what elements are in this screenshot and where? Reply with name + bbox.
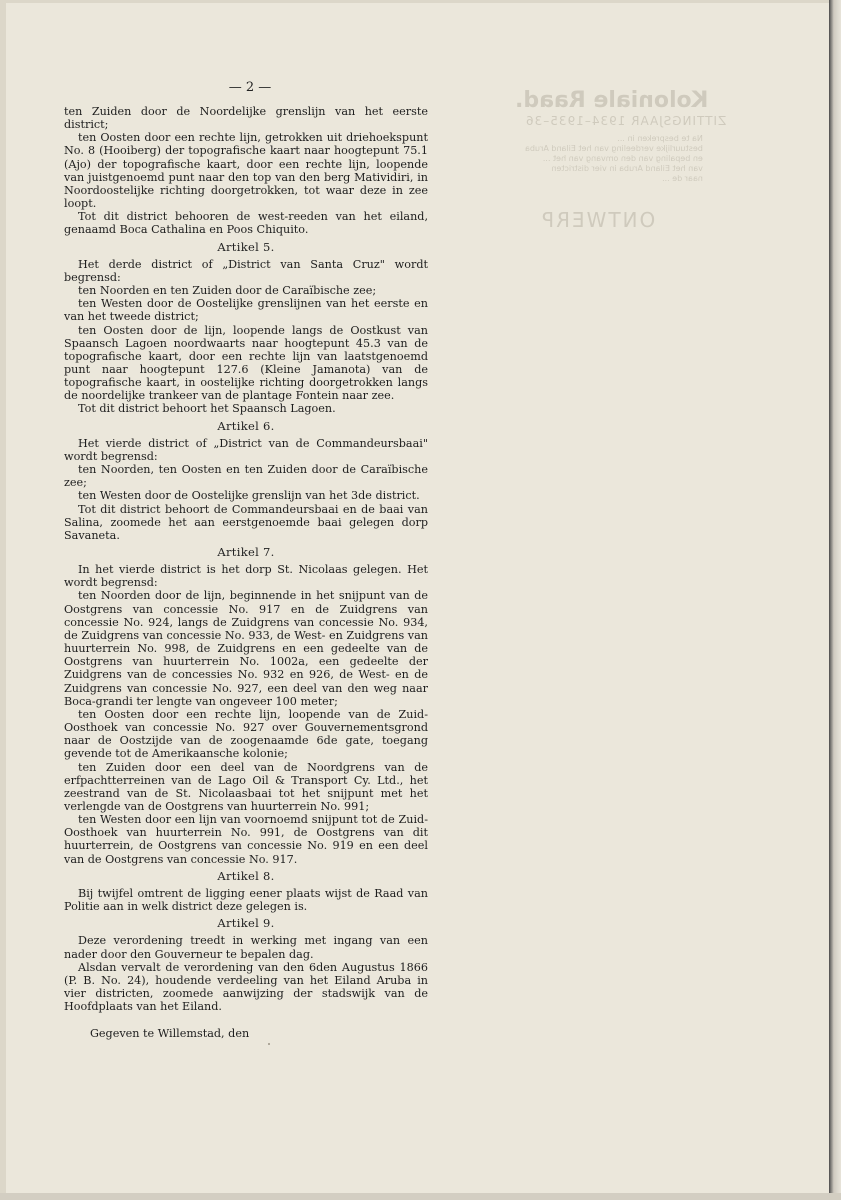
paragraph: Het vierde district of „District van de Commandeursbaai" wordt begrensd: [64,436,428,463]
paragraph: ten Zuiden door een deel van de Noordgrens van de erfpachtterreinen van de Lago Oil & Transport Cy. Ltd., het zeestrand van de St. Nicolaasbaai tot het snijpunt met het verlengde van de Oostgrens van huurterrein No. 991; [64,760,428,813]
paragraph: ten Oosten door een rechte lijn, getrokken uit driehoekspunt No. 8 (Hooiberg) der topografische kaart naar hoogtepunt 75.1 (Ajo) der topografische kaart, door een rechte lijn, loopende van juistgenoemd punt naar den top van den berg Matividiri, in Noordoostelijke richting doorgetrokken, tot waar deze in zee loopt. [64,131,428,211]
bleed-through-draft: ONTWERP [540,208,656,232]
paragraph: Bij twijfel omtrent de ligging eener plaats wijst de Raad van Politie aan in welk district deze gelegen is. [64,886,428,914]
bleed-through-session: ZITTINGSJAAR 1934–1935–36 [525,114,727,128]
scan-bottom-strip [0,1193,841,1200]
paragraph: ten Oosten door de lijn, loopende langs de Oostkust van Spaansch Lagoen noordwaarts naar hoogtepunt 45.3 van de topografische kaart, door een rechte lijn van laatstgenoemd punt naar hoogtepunt 127.6 (Kleine Jamanota) van de topografische kaart, in oostelijke richting doorgetrokken langs de noordelijke trankeer van de plantage Fontein naar zee. [64,323,428,403]
bleed-through-title: Koloniale Raad. [515,88,709,113]
article-heading: Artikel 5. [217,239,275,254]
paragraph: In het vierde district is het dorp St. Nicolaas gelegen. Het wordt begrensd: [64,563,428,590]
page-number: — 2 — [228,80,272,95]
document-body [64,105,428,1040]
paragraph: ten Noorden, ten Oosten en ten Zuiden door de Caraïbische zee; [64,463,428,490]
paragraph: Tot dit district behoort de Commandeursbaai en de baai van Salina, zoomede het aan eerstgenoemde baai gelegen dorp Savaneta. [64,502,428,542]
paragraph: Deze verordening treedt in werking met ingang van een nader door den Gouverneur te bepalen dag. [64,934,428,961]
paragraph: ten Westen door een lijn van voornoemd snijpunt tot de Zuid-Oosthoek van huurterrein No. 991, de Oostgrens van dit huurterrein, de Oostgrens van concessie No. 919 en een deel van de Oostgrens van concessie No. 917. [64,813,428,866]
article-heading: Artikel 6. [217,418,275,433]
article-heading: Artikel 9. [217,916,275,931]
paragraph: Alsdan vervalt de verordening van den 6den Augustus 1866 (P. B. No. 24), houdende verdeeling van het Eiland Aruba in vier districten, zoomede aanwijzing der stadswijk van de Hoofdplaats van het Eiland. [64,960,428,1014]
paragraph: ten Zuiden door de Noordelijke grenslijn van het eerste district; [64,105,428,132]
article-heading: Artikel 8. [217,868,275,883]
paragraph: Het derde district of „District van Santa Cruz" wordt begrensd: [64,257,428,284]
paragraph: ten Noorden door de lijn, beginnende in het snijpunt van de Oostgrens van concessie No. 917 en de Zuidgrens van concessie No. 924, langs de Zuidgrens van concessie No. 934, de Zuidgrens van concessie No. 933, de West- en Zuidgrens van huurterrein No. 998, de Zuidgrens en een gedeelte van de Oostgrens van huurterrein No. 1002a, een gedeelte der Zuidgrens van de concessies No. 932 en 926, de West- en de Zuidgrens van concessie No. 927, een deel van den weg naar Boca-grandi ter lengte van ongeveer 100 meter; [64,589,428,708]
page-edge-shadow [829,0,841,1200]
paragraph: ten Oosten door een rechte lijn, loopende van de Zuid-Oosthoek van concessie No. 927 over Gouvernementsgrond naar de Oostzijde van de zoogenaamde 6de gate, toegang gevende tot de Amerikaansche kolonie; [64,707,428,761]
paragraph: Tot dit district behoort het Spaansch Lagoen. [78,402,336,416]
paragraph: Gegeven te Willemstad, den [90,1027,250,1041]
paragraph: ten Noorden en ten Zuiden door de Caraïbische zee; [78,284,377,298]
paragraph: ten Westen door de Oostelijke grenslijn van het 3de district. [78,489,420,503]
paragraph: Tot dit district behooren de west-reeden van het eiland, genaamd Boca Cathalina en Poos Chiquito. [64,210,428,237]
paragraph: ten Westen door de Oostelijke grenslijnen van het eerste en van het tweede district; [64,297,428,324]
bleed-through-lines: Na te bespreken in ... bestuurlijke verdeeling van het Eiland Aruba en bepaling van den omvang van het ... van het Eiland Aruba in vier districten naar de ... [525,134,703,183]
article-heading: Artikel 7. [217,545,275,559]
scan-speck [268,1043,270,1045]
